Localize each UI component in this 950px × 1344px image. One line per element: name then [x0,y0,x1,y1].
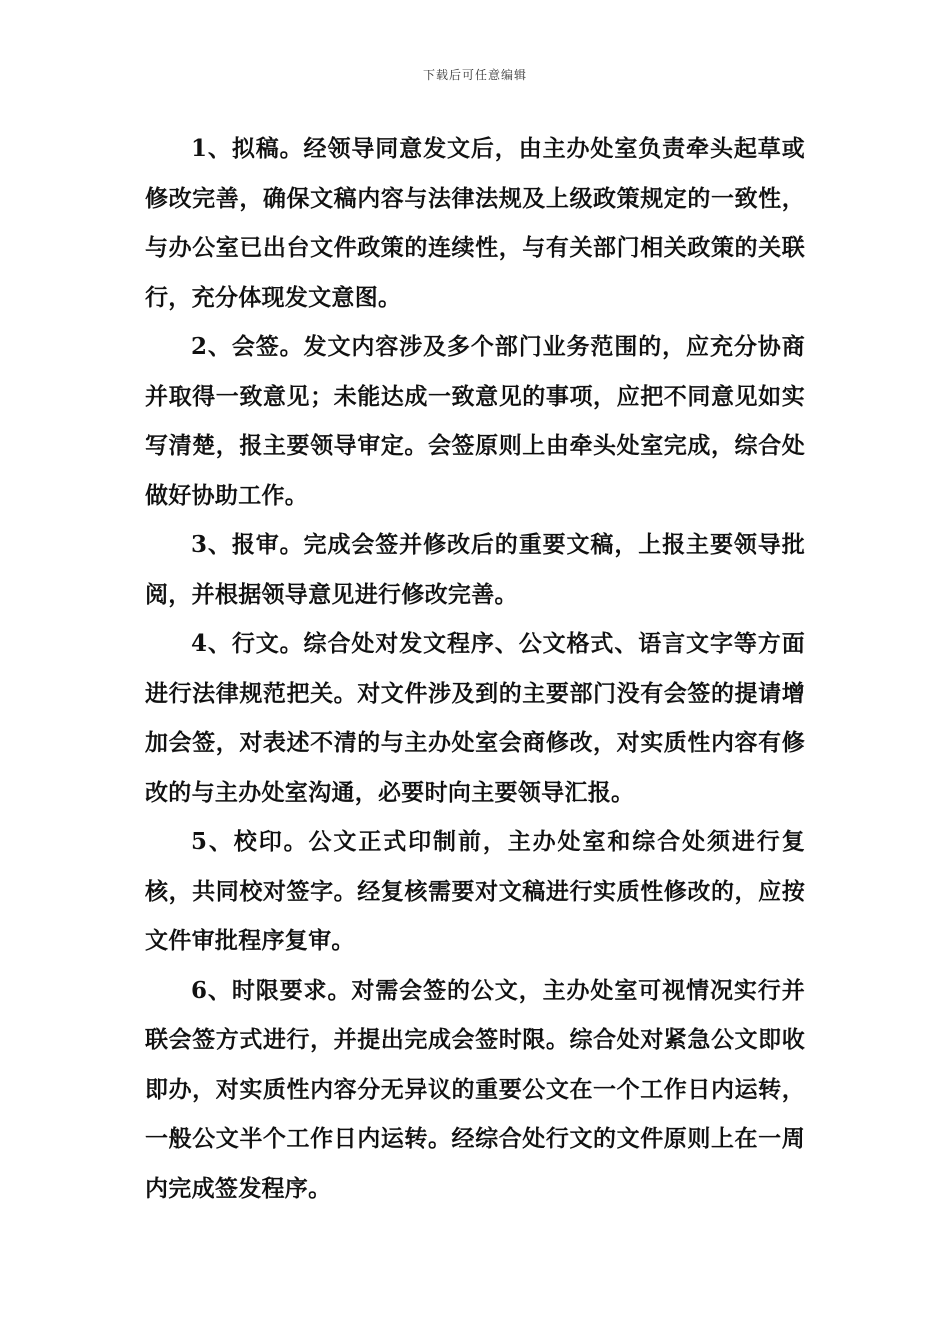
paragraph-issuance: 4、行文。综合处对发文程序、公文格式、语言文字等方面进行法律规范把关。对文件涉及到的主要部门没有会签的提请增加会签，对表述不清的与主办处室会商修改，对实质性内容有修改的与主办处室沟通，必要时向主要领导汇报。 [145,630,805,806]
paragraph-time-limits: 6、时限要求。对需会签的公文，主办处室可视情况实行并联会签方式进行，并提出完成会签时限。综合处对紧急公文即收即办，对实质性内容分无异议的重要公文在一个工作日内运转，一般公文半个工作日内运转。经综合处行文的文件原则上在一周内完成签发程序。 [145,976,805,1202]
paragraph-proofreading: 5、校印。公文正式印制前，主办处室和综合处须进行复核，共同校对签字。经复核需要对文稿进行实质性修改的，应按文件审批程序复审。 [145,828,805,954]
document-body [145,124,805,1213]
paragraph-review: 3、报审。完成会签并修改后的重要文稿，上报主要领导批阅，并根据领导意见进行修改完善。 [145,531,805,608]
header-note: 下载后可任意编辑 [422,68,527,82]
paragraph-drafting: 1、拟稿。经领导同意发文后，由主办处室负责牵头起草或修改完善，确保文稿内容与法律法规及上级政策规定的一致性，与办公室已出台文件政策的连续性，与有关部门相关政策的关联行，充分体现发文意图。 [145,135,805,311]
paragraph-countersign: 2、会签。发文内容涉及多个部门业务范围的，应充分协商并取得一致意见；未能达成一致意见的事项，应把不同意见如实写清楚，报主要领导审定。会签原则上由牵头处室完成，综合处做好协助工作。 [145,333,805,509]
